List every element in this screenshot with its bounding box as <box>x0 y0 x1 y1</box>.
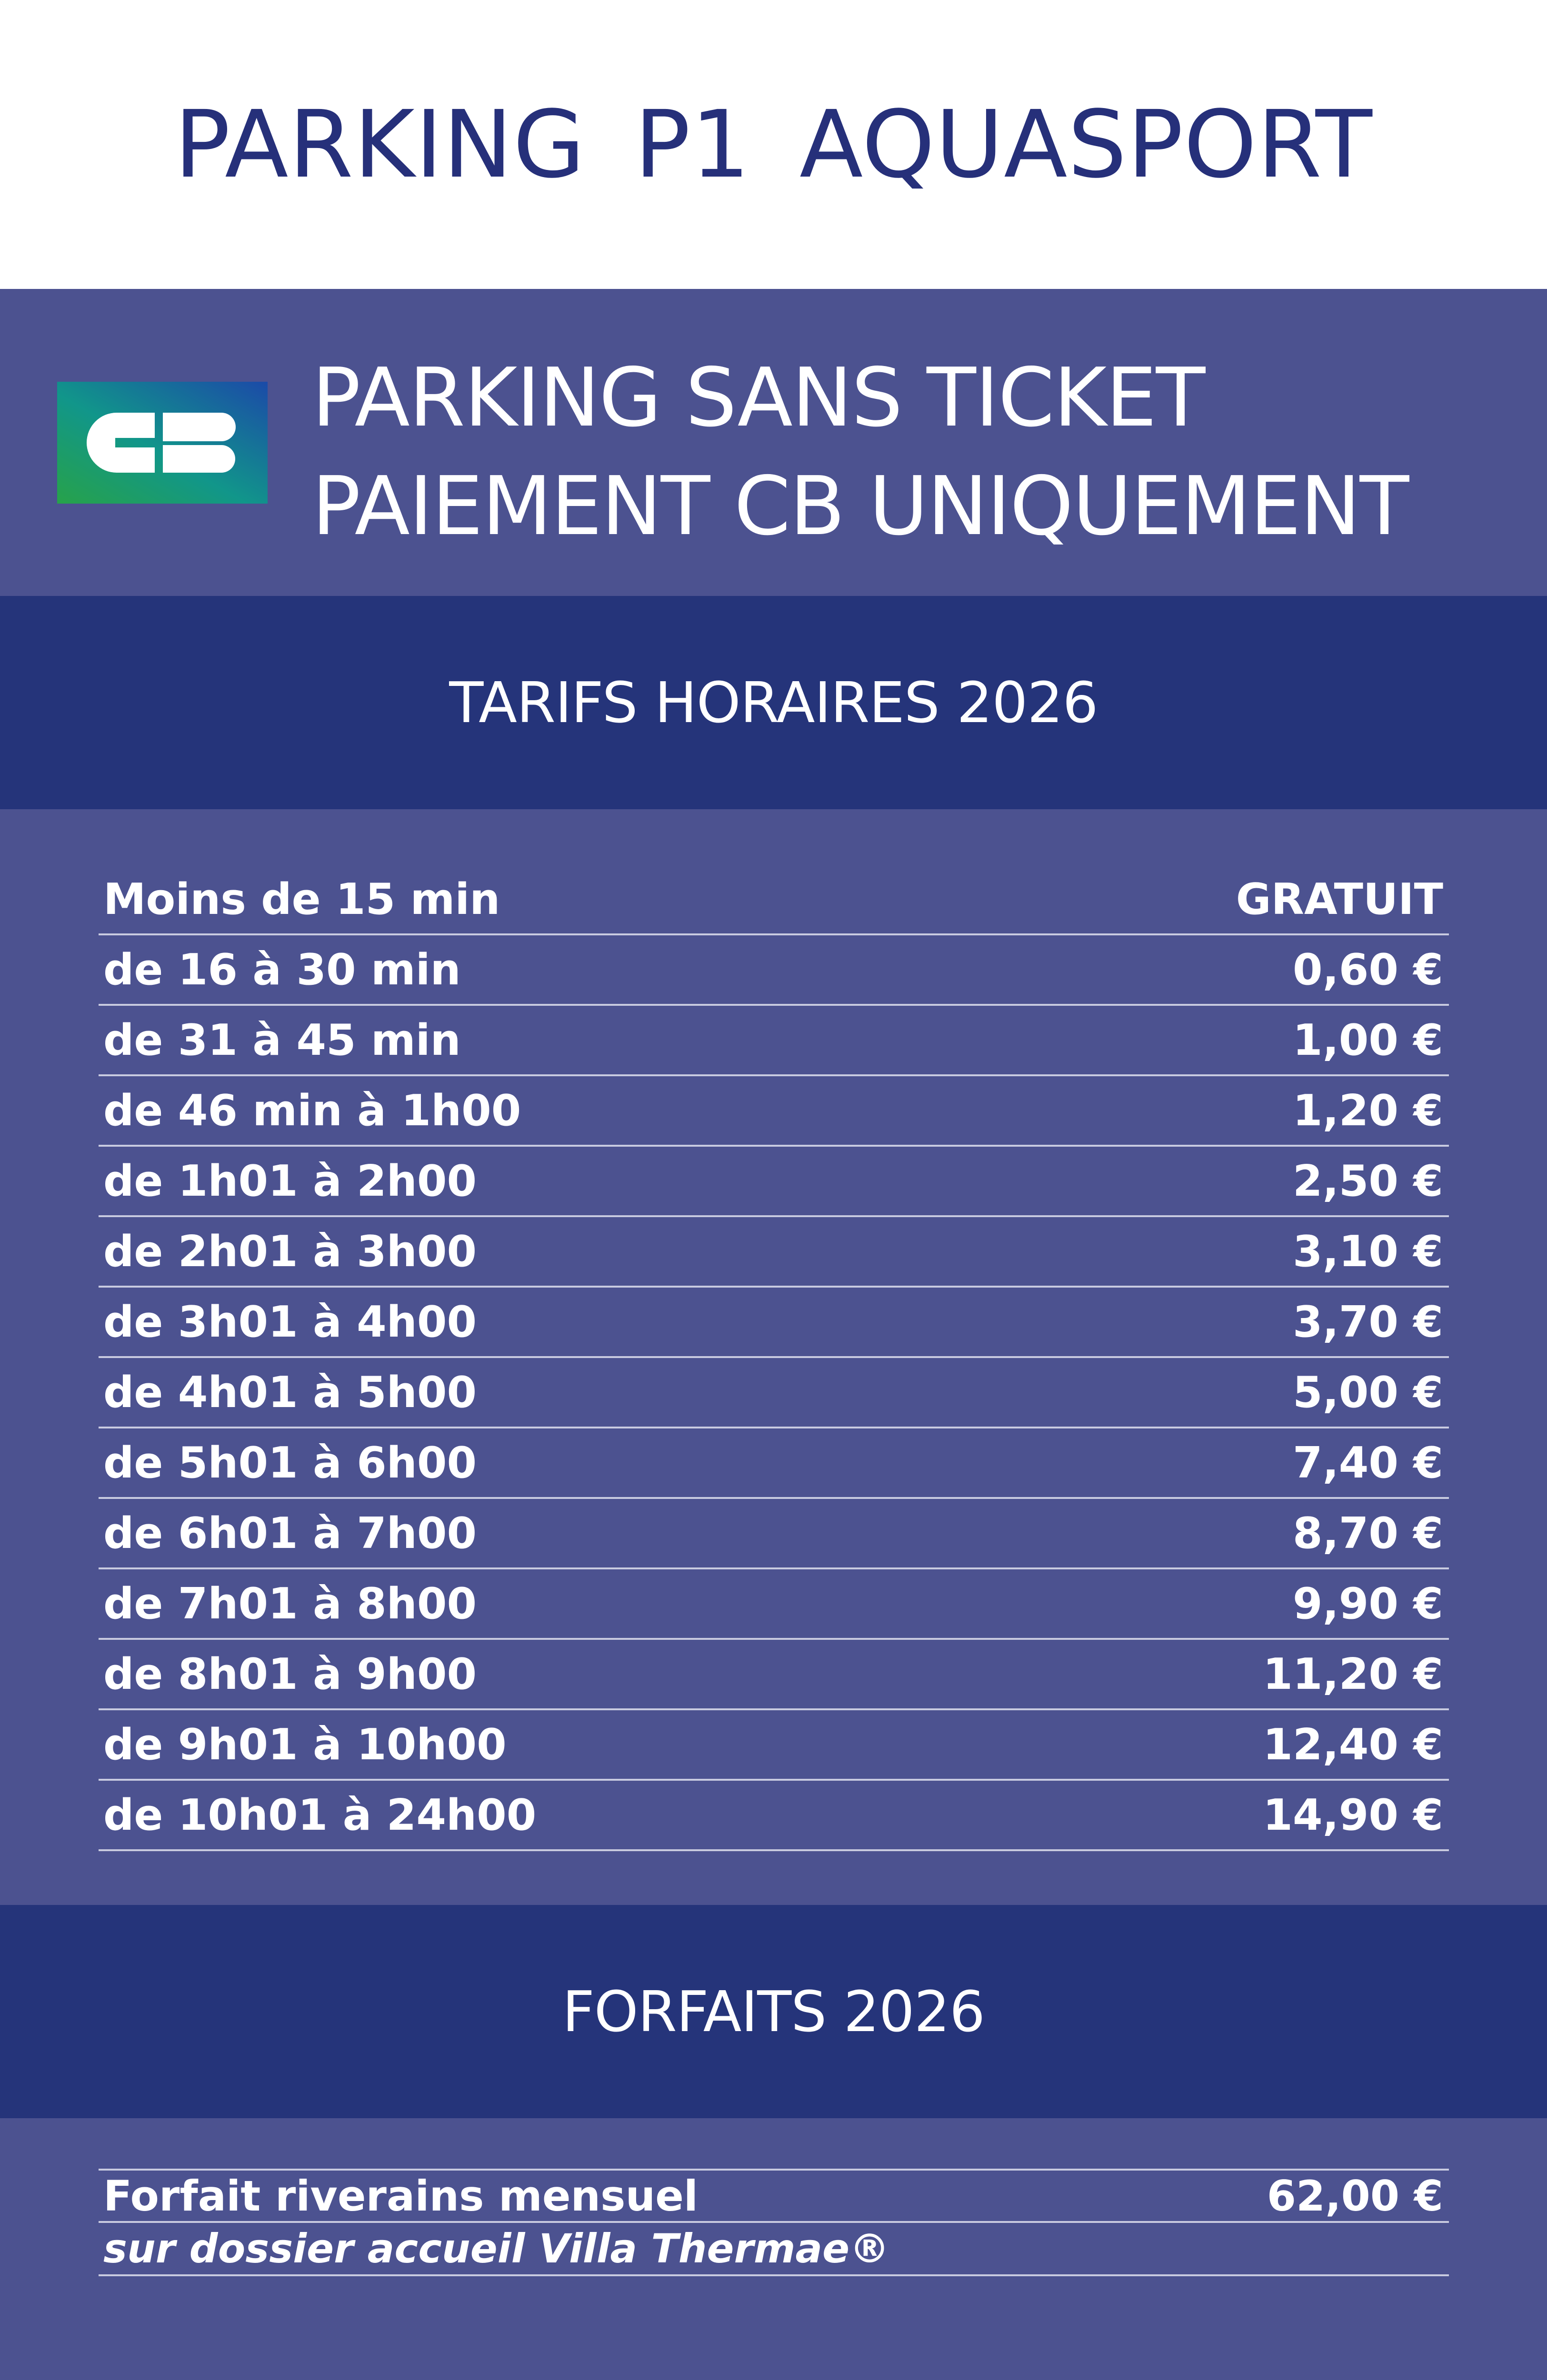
rate-price: 3,10 € <box>1292 1226 1443 1277</box>
rate-price: 5,00 € <box>1292 1367 1443 1418</box>
rate-duration: Moins de 15 min <box>103 874 500 924</box>
rate-price: 2,50 € <box>1292 1156 1443 1206</box>
rate-price: 0,60 € <box>1292 944 1443 995</box>
rate-price: 12,40 € <box>1263 1719 1443 1770</box>
cb-logo-icon <box>57 382 268 504</box>
rate-row <box>99 1499 1449 1569</box>
rate-row <box>99 1006 1449 1076</box>
rate-row <box>99 1640 1449 1710</box>
page-title: PARKING P1 AQUASPORT <box>174 90 1373 198</box>
payment-info <box>312 344 1408 561</box>
forfaits-table <box>99 2169 1449 2276</box>
rate-row <box>99 1217 1449 1288</box>
payment-line-2: PAIEMENT CB UNIQUEMENT <box>312 459 1408 554</box>
rate-price: 3,70 € <box>1292 1297 1443 1347</box>
rate-price: GRATUIT <box>1236 874 1443 924</box>
forfaits-title: FORFAITS 2026 <box>562 1979 985 2044</box>
rate-row <box>99 935 1449 1006</box>
rate-duration: de 2h01 à 3h00 <box>103 1226 477 1277</box>
rate-price: 1,20 € <box>1292 1085 1443 1136</box>
rate-price: 11,20 € <box>1263 1649 1443 1699</box>
rate-duration: de 1h01 à 2h00 <box>103 1156 477 1206</box>
rate-duration: de 31 à 45 min <box>103 1015 461 1065</box>
rate-duration: de 4h01 à 5h00 <box>103 1367 477 1418</box>
rate-duration: de 10h01 à 24h00 <box>103 1790 537 1840</box>
rate-duration: de 16 à 30 min <box>103 944 461 995</box>
rates-table <box>99 865 1449 1851</box>
forfait-price: 62,00 € <box>1267 2171 1443 2221</box>
rate-row <box>99 1288 1449 1358</box>
forfait-note: sur dossier accueil Villa Thermae® <box>99 2223 1449 2276</box>
rate-row <box>99 1428 1449 1499</box>
rate-price: 1,00 € <box>1292 1015 1443 1065</box>
rate-price: 8,70 € <box>1292 1508 1443 1558</box>
rate-row <box>99 1358 1449 1428</box>
payment-line-1: PARKING SANS TICKET <box>312 351 1205 445</box>
rate-duration: de 5h01 à 6h00 <box>103 1438 477 1488</box>
rate-duration: de 46 min à 1h00 <box>103 1085 521 1136</box>
rate-row <box>99 1076 1449 1147</box>
header <box>0 0 1547 289</box>
rate-row <box>99 1569 1449 1640</box>
hourly-header <box>0 596 1547 809</box>
rate-duration: de 6h01 à 7h00 <box>103 1508 477 1558</box>
payment-section <box>0 289 1547 596</box>
forfait-row <box>99 2171 1449 2223</box>
rate-row <box>99 1781 1449 1851</box>
forfaits-header <box>0 1905 1547 2118</box>
rate-row <box>99 865 1449 935</box>
rate-row <box>99 1147 1449 1217</box>
hourly-title: TARIFS HORAIRES 2026 <box>449 670 1098 735</box>
rate-row <box>99 1710 1449 1781</box>
rate-price: 14,90 € <box>1263 1790 1443 1840</box>
forfait-label: Forfait riverains mensuel <box>103 2171 699 2221</box>
rate-price: 9,90 € <box>1292 1578 1443 1629</box>
rate-duration: de 9h01 à 10h00 <box>103 1719 507 1770</box>
rate-duration: de 8h01 à 9h00 <box>103 1649 477 1699</box>
rate-price: 7,40 € <box>1292 1438 1443 1488</box>
rate-duration: de 3h01 à 4h00 <box>103 1297 477 1347</box>
rate-duration: de 7h01 à 8h00 <box>103 1578 477 1629</box>
